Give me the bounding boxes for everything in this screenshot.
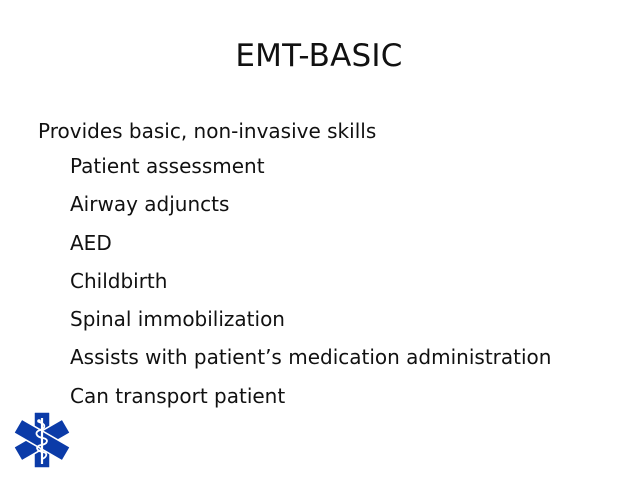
sub-bullet-childbirth: Childbirth xyxy=(70,268,168,293)
sub-bullet-airway-adjuncts: Airway adjuncts xyxy=(70,192,230,217)
lead-bullet: Provides basic, non-invasive skills xyxy=(38,119,377,143)
sub-bullet-aed: AED xyxy=(70,230,112,255)
sub-bullet-transport-patient: Can transport patient xyxy=(70,383,286,408)
sub-bullet-list xyxy=(38,147,628,415)
star-of-life-icon xyxy=(10,408,74,472)
sub-bullet-patient-assessment: Patient assessment xyxy=(70,154,265,178)
slide-body xyxy=(38,115,628,415)
sub-bullet-spinal-immobilization: Spinal immobilization xyxy=(70,307,285,332)
sub-bullet-medication-administration: Assists with patient’s medication administration xyxy=(70,345,552,370)
slide-title: EMT-BASIC xyxy=(235,38,403,74)
